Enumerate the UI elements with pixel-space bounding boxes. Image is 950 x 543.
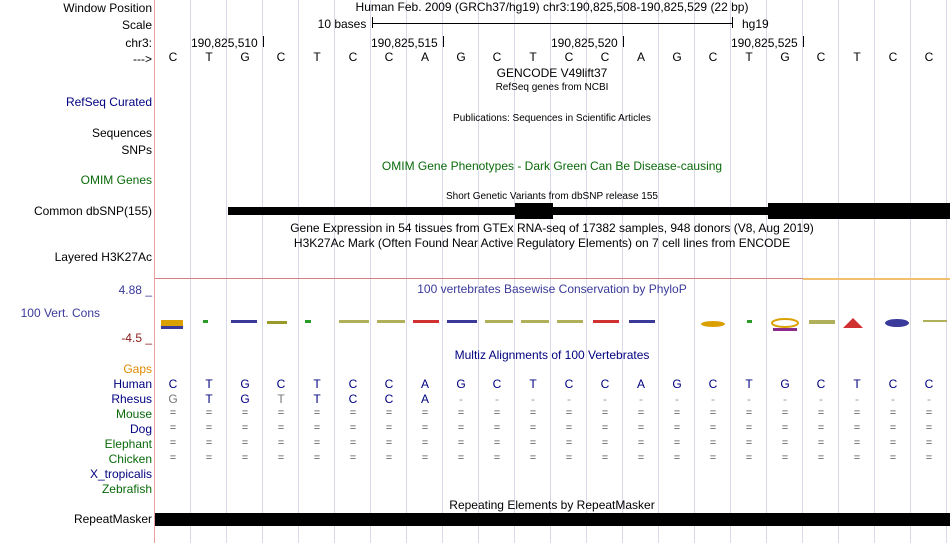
reference-base: C [384, 50, 394, 64]
species-label-0[interactable]: Gaps [123, 362, 152, 376]
alignment-eq-mark: = [565, 422, 573, 434]
human-align-base: C [924, 377, 934, 391]
alignment-eq-mark: = [565, 437, 573, 449]
h3k27ac-signal-peak [803, 278, 950, 280]
repeatmasker-track-title: Repeating Elements by RepeatMasker [449, 498, 655, 512]
alignment-eq-mark: = [529, 422, 537, 434]
track-labels-pane [0, 0, 155, 543]
base-gridline [730, 0, 731, 543]
alignment-eq-mark: = [493, 422, 501, 434]
rhesus-align-base: - [639, 392, 643, 406]
rhesus-align-base: - [927, 392, 931, 406]
alignment-eq-mark: = [637, 422, 645, 434]
species-label-5[interactable]: Elephant [104, 437, 152, 451]
reference-base: C [276, 50, 286, 64]
rhesus-align-base: - [747, 392, 751, 406]
reference-base: C [888, 50, 898, 64]
alignment-eq-mark: = [781, 407, 789, 419]
rhesus-align-base: - [711, 392, 715, 406]
position-4: 190,825,525 [731, 36, 798, 50]
rhesus-align-base: - [459, 392, 463, 406]
alignment-eq-mark: = [277, 407, 285, 419]
alignment-eq-mark: = [637, 437, 645, 449]
alignment-eq-mark: = [673, 452, 681, 464]
alignment-eq-mark: = [457, 422, 465, 434]
alignment-eq-mark: = [745, 437, 753, 449]
species-label-3[interactable]: Mouse [115, 407, 152, 421]
human-align-base: G [240, 377, 250, 391]
reference-base: C [600, 50, 610, 64]
alignment-eq-mark: = [493, 407, 501, 419]
rhesus-align-base: - [891, 392, 895, 406]
rhesus-align-base: A [420, 392, 429, 406]
gencode-track-title[interactable]: GENCODE V49lift37 [496, 66, 608, 80]
position-2: 190,825,515 [371, 36, 438, 50]
reference-base: C [168, 50, 178, 64]
refseq-track-subtitle: RefSeq genes from NCBI [495, 82, 609, 93]
reference-base: C [564, 50, 574, 64]
rhesus-align-base: - [531, 392, 535, 406]
rhesus-align-base: T [277, 392, 285, 406]
human-align-base: C [600, 377, 610, 391]
human-align-base: G [672, 377, 682, 391]
cons-max-label: 4.88 _ [118, 283, 152, 297]
human-align-base: C [564, 377, 574, 391]
alignment-eq-mark: = [277, 422, 285, 434]
dbsnp-feature-block-2[interactable] [768, 203, 950, 219]
alignment-eq-mark: = [673, 407, 681, 419]
gtex-track-title: Gene Expression in 54 tissues from GTEx RNA-seq of 17382 samples, 948 donors (V8, Aug 2019) [290, 221, 814, 235]
base-gridline [766, 0, 767, 543]
human-align-base: C [348, 377, 358, 391]
alignment-eq-mark: = [349, 437, 357, 449]
omim-track-title: OMIM Gene Phenotypes - Dark Green Can Be Disease-causing [381, 159, 723, 173]
alignment-eq-mark: = [637, 407, 645, 419]
assembly-position-text: Human Feb. 2009 (GRCh37/hg19) chr3:190,825,508-190,825,529 (22 bp) [355, 0, 749, 14]
alignment-eq-mark: = [457, 407, 465, 419]
rhesus-align-base: - [603, 392, 607, 406]
alignment-eq-mark: = [709, 422, 717, 434]
alignment-eq-mark: = [313, 422, 321, 434]
alignment-eq-mark: = [925, 452, 933, 464]
alignment-eq-mark: = [781, 437, 789, 449]
rhesus-align-base: T [205, 392, 213, 406]
alignment-eq-mark: = [421, 422, 429, 434]
rhesus-align-base: G [240, 392, 250, 406]
position-1: 190,825,510 [191, 36, 258, 50]
alignment-eq-mark: = [349, 407, 357, 419]
alignment-eq-mark: = [925, 407, 933, 419]
alignment-eq-mark: = [745, 407, 753, 419]
chrom-label: chr3: [125, 36, 152, 50]
strand-label[interactable]: ---> [133, 52, 152, 66]
cons-track-title: 100 vertebrates Basewise Conservation by PhyloP [417, 282, 687, 296]
alignment-eq-mark: = [241, 407, 249, 419]
alignment-eq-mark: = [853, 407, 861, 419]
alignment-eq-mark: = [889, 452, 897, 464]
base-gridline [334, 0, 335, 543]
human-align-base: T [205, 377, 213, 391]
alignment-eq-mark: = [349, 422, 357, 434]
cons-min-label: -4.5 _ [121, 331, 152, 345]
alignment-eq-mark: = [853, 437, 861, 449]
human-align-base: A [420, 377, 429, 391]
position-tick-3 [623, 36, 624, 47]
base-gridline [838, 0, 839, 543]
rhesus-align-base: - [855, 392, 859, 406]
reference-base: G [780, 50, 790, 64]
cons-track-label[interactable]: 100 Vert. Cons [20, 306, 100, 320]
alignment-eq-mark: = [205, 407, 213, 419]
human-align-base: C [276, 377, 286, 391]
alignment-eq-mark: = [205, 422, 213, 434]
alignment-eq-mark: = [817, 437, 825, 449]
species-label-6[interactable]: Chicken [108, 452, 152, 466]
alignment-eq-mark: = [313, 407, 321, 419]
rhesus-align-base: C [348, 392, 358, 406]
reference-base: C [708, 50, 718, 64]
base-gridline [622, 0, 623, 543]
alignment-eq-mark: = [889, 422, 897, 434]
scale-right-tick [732, 17, 733, 28]
base-gridline [370, 0, 371, 543]
base-gridline [658, 0, 659, 543]
base-gridline [874, 0, 875, 543]
cons-logo [155, 312, 950, 336]
alignment-eq-mark: = [169, 422, 177, 434]
human-align-base: A [636, 377, 645, 391]
rhesus-align-base: T [313, 392, 321, 406]
alignment-eq-mark: = [421, 452, 429, 464]
base-gridline [406, 0, 407, 543]
alignment-eq-mark: = [457, 437, 465, 449]
reference-base: C [492, 50, 502, 64]
reference-base: G [240, 50, 250, 64]
alignment-eq-mark: = [781, 422, 789, 434]
position-tick-4 [803, 36, 804, 47]
scale-label: Scale [121, 18, 152, 32]
omim-track-label[interactable]: OMIM Genes [80, 173, 152, 187]
species-label-1[interactable]: Human [113, 377, 152, 391]
human-align-base: C [708, 377, 718, 391]
browser-image-area[interactable] [155, 0, 950, 543]
alignment-eq-mark: = [241, 452, 249, 464]
alignment-eq-mark: = [925, 422, 933, 434]
rhesus-align-base: - [783, 392, 787, 406]
alignment-eq-mark: = [601, 452, 609, 464]
human-align-base: C [492, 377, 502, 391]
reference-base: T [205, 50, 213, 64]
reference-base: G [456, 50, 466, 64]
human-align-base: C [816, 377, 826, 391]
reference-base: G [672, 50, 682, 64]
h3k27ac-signal-line [155, 278, 803, 279]
human-align-base: T [745, 377, 753, 391]
alignment-eq-mark: = [493, 452, 501, 464]
sequences-track-label[interactable]: Sequences [91, 126, 152, 140]
base-gridline [910, 0, 911, 543]
alignment-eq-mark: = [493, 437, 501, 449]
alignment-eq-mark: = [853, 422, 861, 434]
alignment-eq-mark: = [457, 452, 465, 464]
rhesus-align-base: C [384, 392, 394, 406]
human-align-base: T [313, 377, 321, 391]
base-gridline [694, 0, 695, 543]
scale-text: 10 bases [317, 17, 367, 31]
base-gridline [802, 0, 803, 543]
alignment-eq-mark: = [313, 452, 321, 464]
base-gridline [478, 0, 479, 543]
alignment-eq-mark: = [205, 452, 213, 464]
alignment-eq-mark: = [169, 407, 177, 419]
alignment-eq-mark: = [673, 437, 681, 449]
alignment-eq-mark: = [601, 422, 609, 434]
alignment-eq-mark: = [385, 422, 393, 434]
alignment-eq-mark: = [709, 407, 717, 419]
alignment-eq-mark: = [349, 452, 357, 464]
rhesus-align-base: - [567, 392, 571, 406]
alignment-eq-mark: = [385, 437, 393, 449]
reference-base: A [420, 50, 429, 64]
alignment-eq-mark: = [673, 422, 681, 434]
repeatmasker-track-label[interactable]: RepeatMasker [73, 512, 152, 526]
reference-base: T [313, 50, 321, 64]
dbsnp-track-label[interactable]: Common dbSNP(155) [33, 204, 152, 218]
h3k27ac-track-title: H3K27Ac Mark (Often Found Near Active Regulatory Elements) on 7 cell lines from ENCODE [293, 236, 791, 250]
alignment-eq-mark: = [277, 437, 285, 449]
alignment-eq-mark: = [853, 452, 861, 464]
reference-base: A [636, 50, 645, 64]
alignment-eq-mark: = [565, 452, 573, 464]
reference-base: T [529, 50, 537, 64]
h3k27ac-track-label[interactable]: Layered H3K27Ac [54, 250, 152, 264]
human-align-base: G [456, 377, 466, 391]
alignment-eq-mark: = [889, 407, 897, 419]
alignment-eq-mark: = [421, 437, 429, 449]
alignment-eq-mark: = [529, 407, 537, 419]
alignment-eq-mark: = [745, 422, 753, 434]
alignment-eq-mark: = [637, 452, 645, 464]
scale-bar [372, 23, 732, 24]
db-text: hg19 [742, 17, 769, 31]
alignment-eq-mark: = [709, 437, 717, 449]
window-position-label: Window Position [63, 1, 152, 15]
alignment-eq-mark: = [709, 452, 717, 464]
human-align-base: C [384, 377, 394, 391]
species-label-7[interactable]: X_tropicalis [89, 467, 152, 481]
alignment-eq-mark: = [601, 437, 609, 449]
alignment-eq-mark: = [529, 437, 537, 449]
alignment-eq-mark: = [889, 437, 897, 449]
rhesus-align-base: G [168, 392, 178, 406]
species-label-2[interactable]: Rhesus [111, 392, 152, 406]
alignment-eq-mark: = [385, 407, 393, 419]
publications-track-title: Publications: Sequences in Scientific Articles [453, 113, 651, 124]
alignment-eq-mark: = [385, 452, 393, 464]
base-gridline [442, 0, 443, 543]
species-label-4[interactable]: Dog [129, 422, 152, 436]
base-gridline [190, 0, 191, 543]
alignment-eq-mark: = [565, 407, 573, 419]
snps-track-label[interactable]: SNPs [121, 143, 152, 157]
alignment-eq-mark: = [529, 452, 537, 464]
human-align-base: C [168, 377, 178, 391]
alignment-eq-mark: = [313, 437, 321, 449]
alignment-eq-mark: = [817, 407, 825, 419]
human-align-base: C [888, 377, 898, 391]
base-gridline [946, 0, 947, 543]
dbsnp-feature-block-1[interactable] [515, 203, 553, 219]
refseq-track-label[interactable]: RefSeq Curated [65, 95, 152, 109]
alignment-eq-mark: = [817, 422, 825, 434]
position-tick-1 [263, 36, 264, 47]
rhesus-align-base: - [675, 392, 679, 406]
rhesus-align-base: - [495, 392, 499, 406]
rhesus-align-base: - [819, 392, 823, 406]
reference-base: C [924, 50, 934, 64]
repeatmasker-feature-bar[interactable] [155, 513, 950, 526]
alignment-eq-mark: = [241, 437, 249, 449]
species-label-8[interactable]: Zebrafish [101, 482, 152, 496]
alignment-eq-mark: = [205, 437, 213, 449]
alignment-eq-mark: = [817, 452, 825, 464]
base-gridline [226, 0, 227, 543]
multiz-track-title: Multiz Alignments of 100 Vertebrates [454, 348, 650, 362]
human-align-base: T [529, 377, 537, 391]
alignment-eq-mark: = [781, 452, 789, 464]
alignment-eq-mark: = [421, 407, 429, 419]
position-tick-2 [443, 36, 444, 47]
alignment-eq-mark: = [169, 452, 177, 464]
human-align-base: G [780, 377, 790, 391]
position-3: 190,825,520 [551, 36, 618, 50]
alignment-eq-mark: = [745, 452, 753, 464]
alignment-eq-mark: = [277, 452, 285, 464]
alignment-eq-mark: = [601, 407, 609, 419]
alignment-eq-mark: = [925, 437, 933, 449]
alignment-eq-mark: = [169, 437, 177, 449]
base-gridline [262, 0, 263, 543]
reference-base: C [348, 50, 358, 64]
reference-base: C [816, 50, 826, 64]
alignment-eq-mark: = [241, 422, 249, 434]
reference-base: T [853, 50, 861, 64]
base-gridline [298, 0, 299, 543]
dbsnp-track-title: Short Genetic Variants from dbSNP release 155 [446, 191, 658, 202]
human-align-base: T [853, 377, 861, 391]
reference-base: T [745, 50, 753, 64]
